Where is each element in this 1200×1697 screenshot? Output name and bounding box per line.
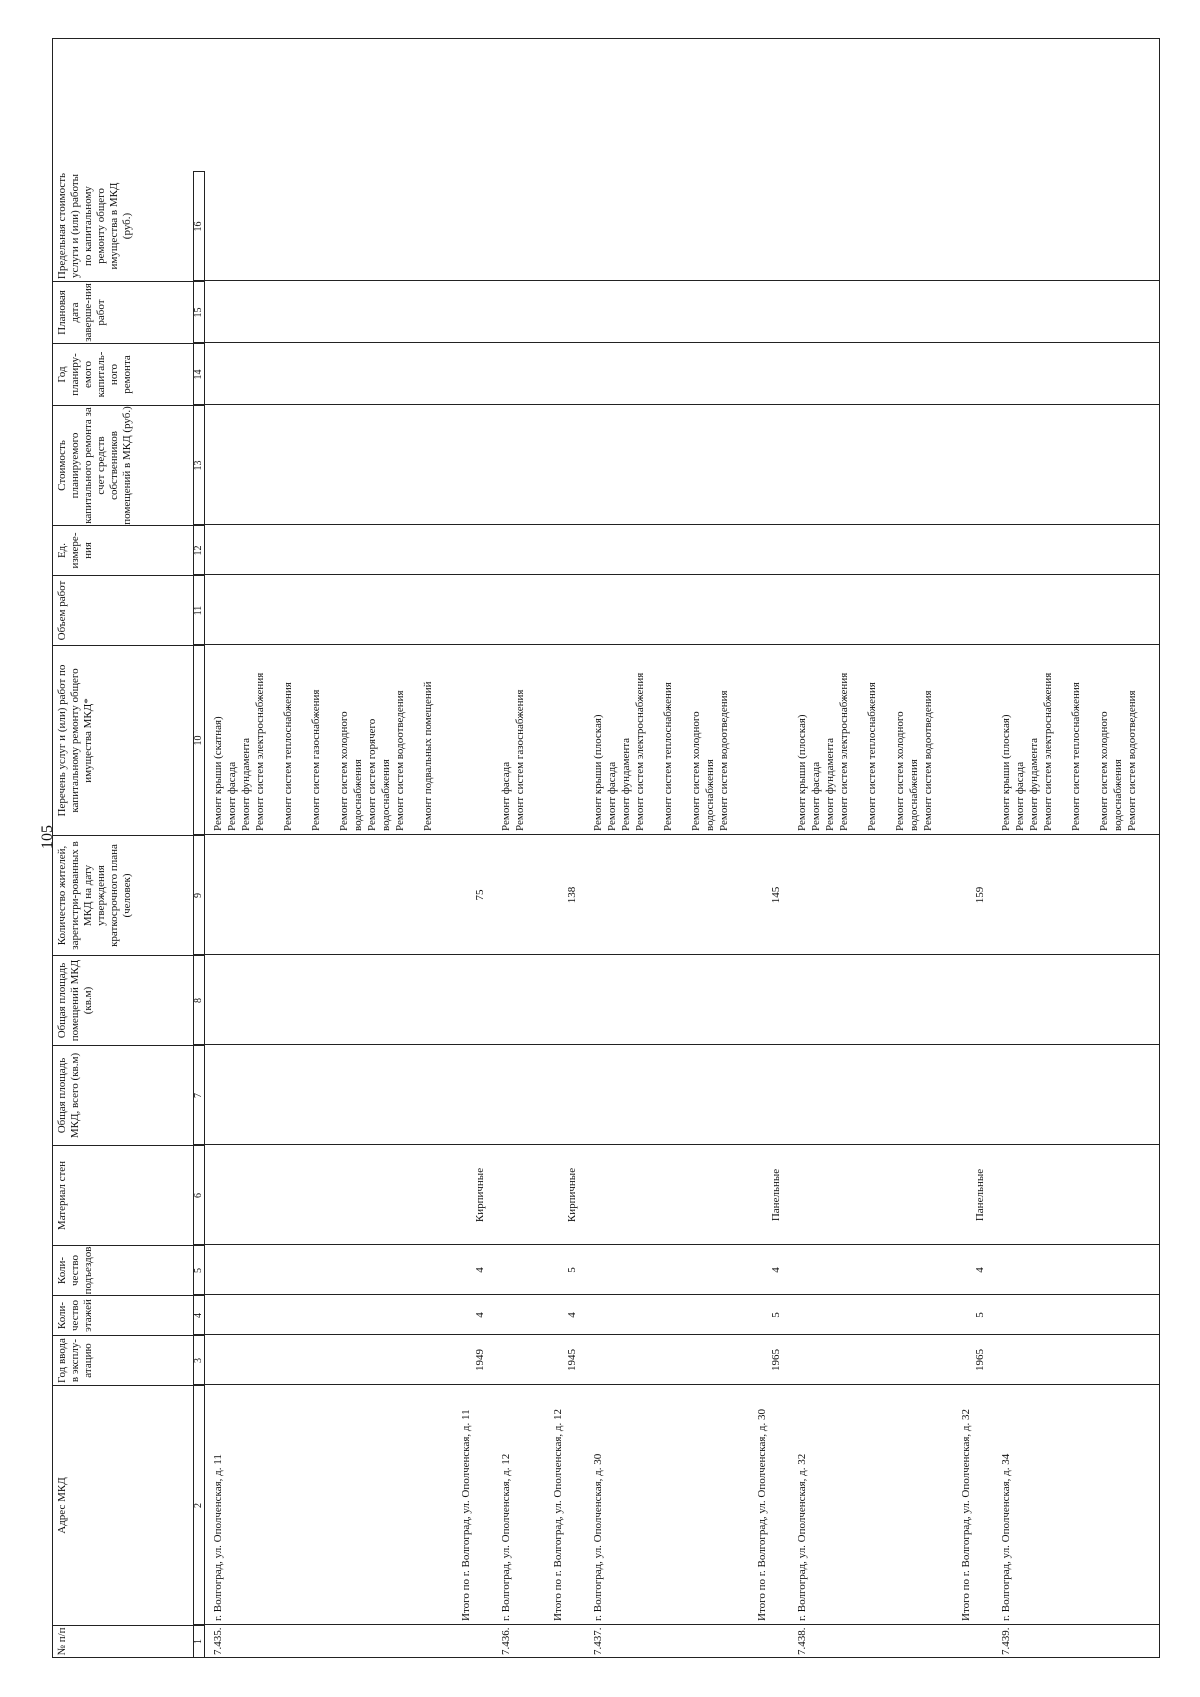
house-address: г. Волгоград, ул. Ополченская, д. 11 (212, 1454, 224, 1621)
total-walls: Кирпичные (566, 1167, 578, 1223)
total-floors: 5 (974, 1312, 986, 1318)
work-name: Ремонт систем газоснабжения (514, 689, 526, 831)
work-name: Ремонт крыши (плоская) (796, 714, 808, 831)
column-header: Предельная стоимость услуги и (или) работы по капитальному ремонту общего имущества в МКД (руб.) (56, 172, 133, 280)
column-number: 7 (193, 1045, 205, 1145)
column-number: 6 (193, 1145, 205, 1245)
total-residents: 159 (974, 886, 986, 904)
house-address: г. Волгоград, ул. Ополченская, д. 32 (796, 1453, 808, 1621)
work-name: Ремонт систем водоотведения (718, 690, 730, 831)
column-header: Объем работ (53, 575, 193, 645)
total-walls: Панельные (974, 1168, 986, 1222)
work-name: Ремонт фундамента (620, 737, 632, 831)
work-name: Ремонт систем теплоснабжения (1070, 682, 1082, 831)
rotated-page (52, 38, 1160, 1658)
column-header: Количество жителей, зарегистри-рованных в МКД на дату утверждения краткосрочного плана (человек) (53, 835, 193, 955)
work-name: Ремонт крыши (скатная) (212, 716, 224, 831)
column-header: Общая площадь МКД, всего (кв.м) (53, 1045, 193, 1145)
total-walls: Кирпичные (474, 1167, 486, 1223)
work-name: Ремонт систем холодного водоснабжения (690, 711, 716, 831)
column-header: Коли-чество этажей (53, 1295, 193, 1335)
column-number: 8 (193, 955, 205, 1045)
work-name: Ремонт фасада (606, 761, 618, 831)
column-number: 2 (193, 1385, 205, 1625)
column-header: Перечень услуг и (или) работ по капитальному ремонту общего имущества МКД* (53, 645, 193, 835)
work-name: Ремонт фундамента (1028, 737, 1040, 831)
total-floors: 5 (770, 1312, 782, 1318)
total-entrances: 4 (770, 1267, 782, 1273)
house-address: г. Волгоград, ул. Ополченская, д. 12 (500, 1453, 512, 1621)
column-header: Год ввода в эксплу-атацию (53, 1335, 193, 1385)
total-entrances: 4 (474, 1267, 486, 1273)
row-number: 7.436. (500, 1627, 512, 1655)
house-address: г. Волгоград, ул. Ополченская, д. 34 (1000, 1453, 1012, 1621)
work-name: Ремонт систем холодного водоснабжения (338, 711, 364, 831)
work-name: Ремонт систем электроснабжения (1042, 672, 1054, 831)
work-name: Ремонт фасада (1014, 761, 1026, 831)
column-number: 13 (193, 405, 205, 525)
column-header: Стоимость планируемого капитального ремонта за счет средств собственников помещений в МКД (руб.) (53, 405, 193, 525)
column-header: Адрес МКД (53, 1385, 193, 1625)
work-name: Ремонт фундамента (824, 737, 836, 831)
work-name: Ремонт систем водоотведения (1126, 690, 1138, 831)
work-name: Ремонт крыши (плоская) (592, 714, 604, 831)
total-label: Итого по г. Волгоград, ул. Ополченская, д. 32 (960, 1409, 972, 1621)
total-year: 1949 (474, 1349, 486, 1371)
column-number: 3 (193, 1335, 205, 1385)
total-residents: 145 (770, 886, 782, 904)
total-label: Итого по г. Волгоград, ул. Ополченская, д. 30 (756, 1409, 768, 1621)
total-entrances: 4 (974, 1267, 986, 1273)
total-floors: 4 (474, 1312, 486, 1318)
total-residents: 138 (566, 886, 578, 904)
column-header: Коли-чество подъездов (53, 1245, 193, 1295)
work-name: Ремонт систем холодного водоснабжения (894, 711, 920, 831)
house-address: г. Волгоград, ул. Ополченская, д. 30 (592, 1453, 604, 1621)
table-body (205, 37, 1161, 1657)
work-name: Ремонт фасада (810, 761, 822, 831)
work-name: Ремонт систем газоснабжения (310, 689, 322, 831)
column-number: 14 (193, 343, 205, 405)
total-label: Итого по г. Волгоград, ул. Ополченская, д. 11 (460, 1409, 472, 1621)
work-name: Ремонт систем теплоснабжения (866, 682, 878, 831)
capital-repair-table (52, 38, 1160, 1658)
work-name: Ремонт систем теплоснабжения (282, 682, 294, 831)
total-year: 1945 (566, 1349, 578, 1371)
row-number: 7.435. (212, 1627, 224, 1655)
work-name: Ремонт систем электроснабжения (254, 672, 266, 831)
total-year: 1965 (974, 1349, 986, 1371)
work-name: Ремонт систем электроснабжения (634, 672, 646, 831)
row-number: 7.438. (796, 1627, 808, 1655)
column-header: Общая площадь помещений МКД (кв.м) (53, 955, 193, 1045)
column-number: 9 (193, 835, 205, 955)
column-number: 10 (193, 645, 205, 835)
column-number: 1 (193, 1625, 205, 1657)
work-name: Ремонт крыши (плоская) (1000, 714, 1012, 831)
work-name: Ремонт систем водоотведения (922, 690, 934, 831)
page-number: 105 (39, 825, 56, 849)
work-name: Ремонт фасада (500, 761, 512, 831)
work-name: Ремонт систем холодного водоснабжения (1098, 711, 1124, 831)
work-name: Ремонт систем горячего водоснабжения (366, 718, 392, 831)
total-entrances: 5 (566, 1267, 578, 1273)
column-header: Материал стен (53, 1145, 193, 1245)
total-residents: 75 (474, 889, 486, 901)
row-number: 7.437. (592, 1627, 604, 1655)
total-label: Итого по г. Волгоград, ул. Ополченская, д. 12 (552, 1409, 564, 1621)
column-number: 11 (193, 575, 205, 645)
column-number: 12 (193, 525, 205, 575)
column-header: Ед. измере-ния (53, 525, 193, 575)
work-name: Ремонт систем водоотведения (394, 690, 406, 831)
total-floors: 4 (566, 1312, 578, 1318)
work-name: Ремонт фундамента (240, 737, 252, 831)
total-year: 1965 (770, 1349, 782, 1371)
column-header: Плановая дата заверше-ния работ (53, 281, 193, 343)
work-name: Ремонт систем теплоснабжения (662, 682, 674, 831)
total-walls: Панельные (770, 1168, 782, 1222)
column-number: 5 (193, 1245, 205, 1295)
row-number: 7.439. (1000, 1627, 1012, 1655)
work-name: Ремонт подвальных помещений (422, 681, 434, 831)
column-header: Год планиру-емого капиталь-ного ремонта (53, 343, 193, 405)
work-name: Ремонт систем электроснабжения (838, 672, 850, 831)
work-name: Ремонт фасада (226, 761, 238, 831)
column-number: 4 (193, 1295, 205, 1335)
column-number: 15 (193, 281, 205, 343)
column-header: № п/п (53, 1625, 193, 1657)
column-number: 16 (193, 171, 205, 281)
